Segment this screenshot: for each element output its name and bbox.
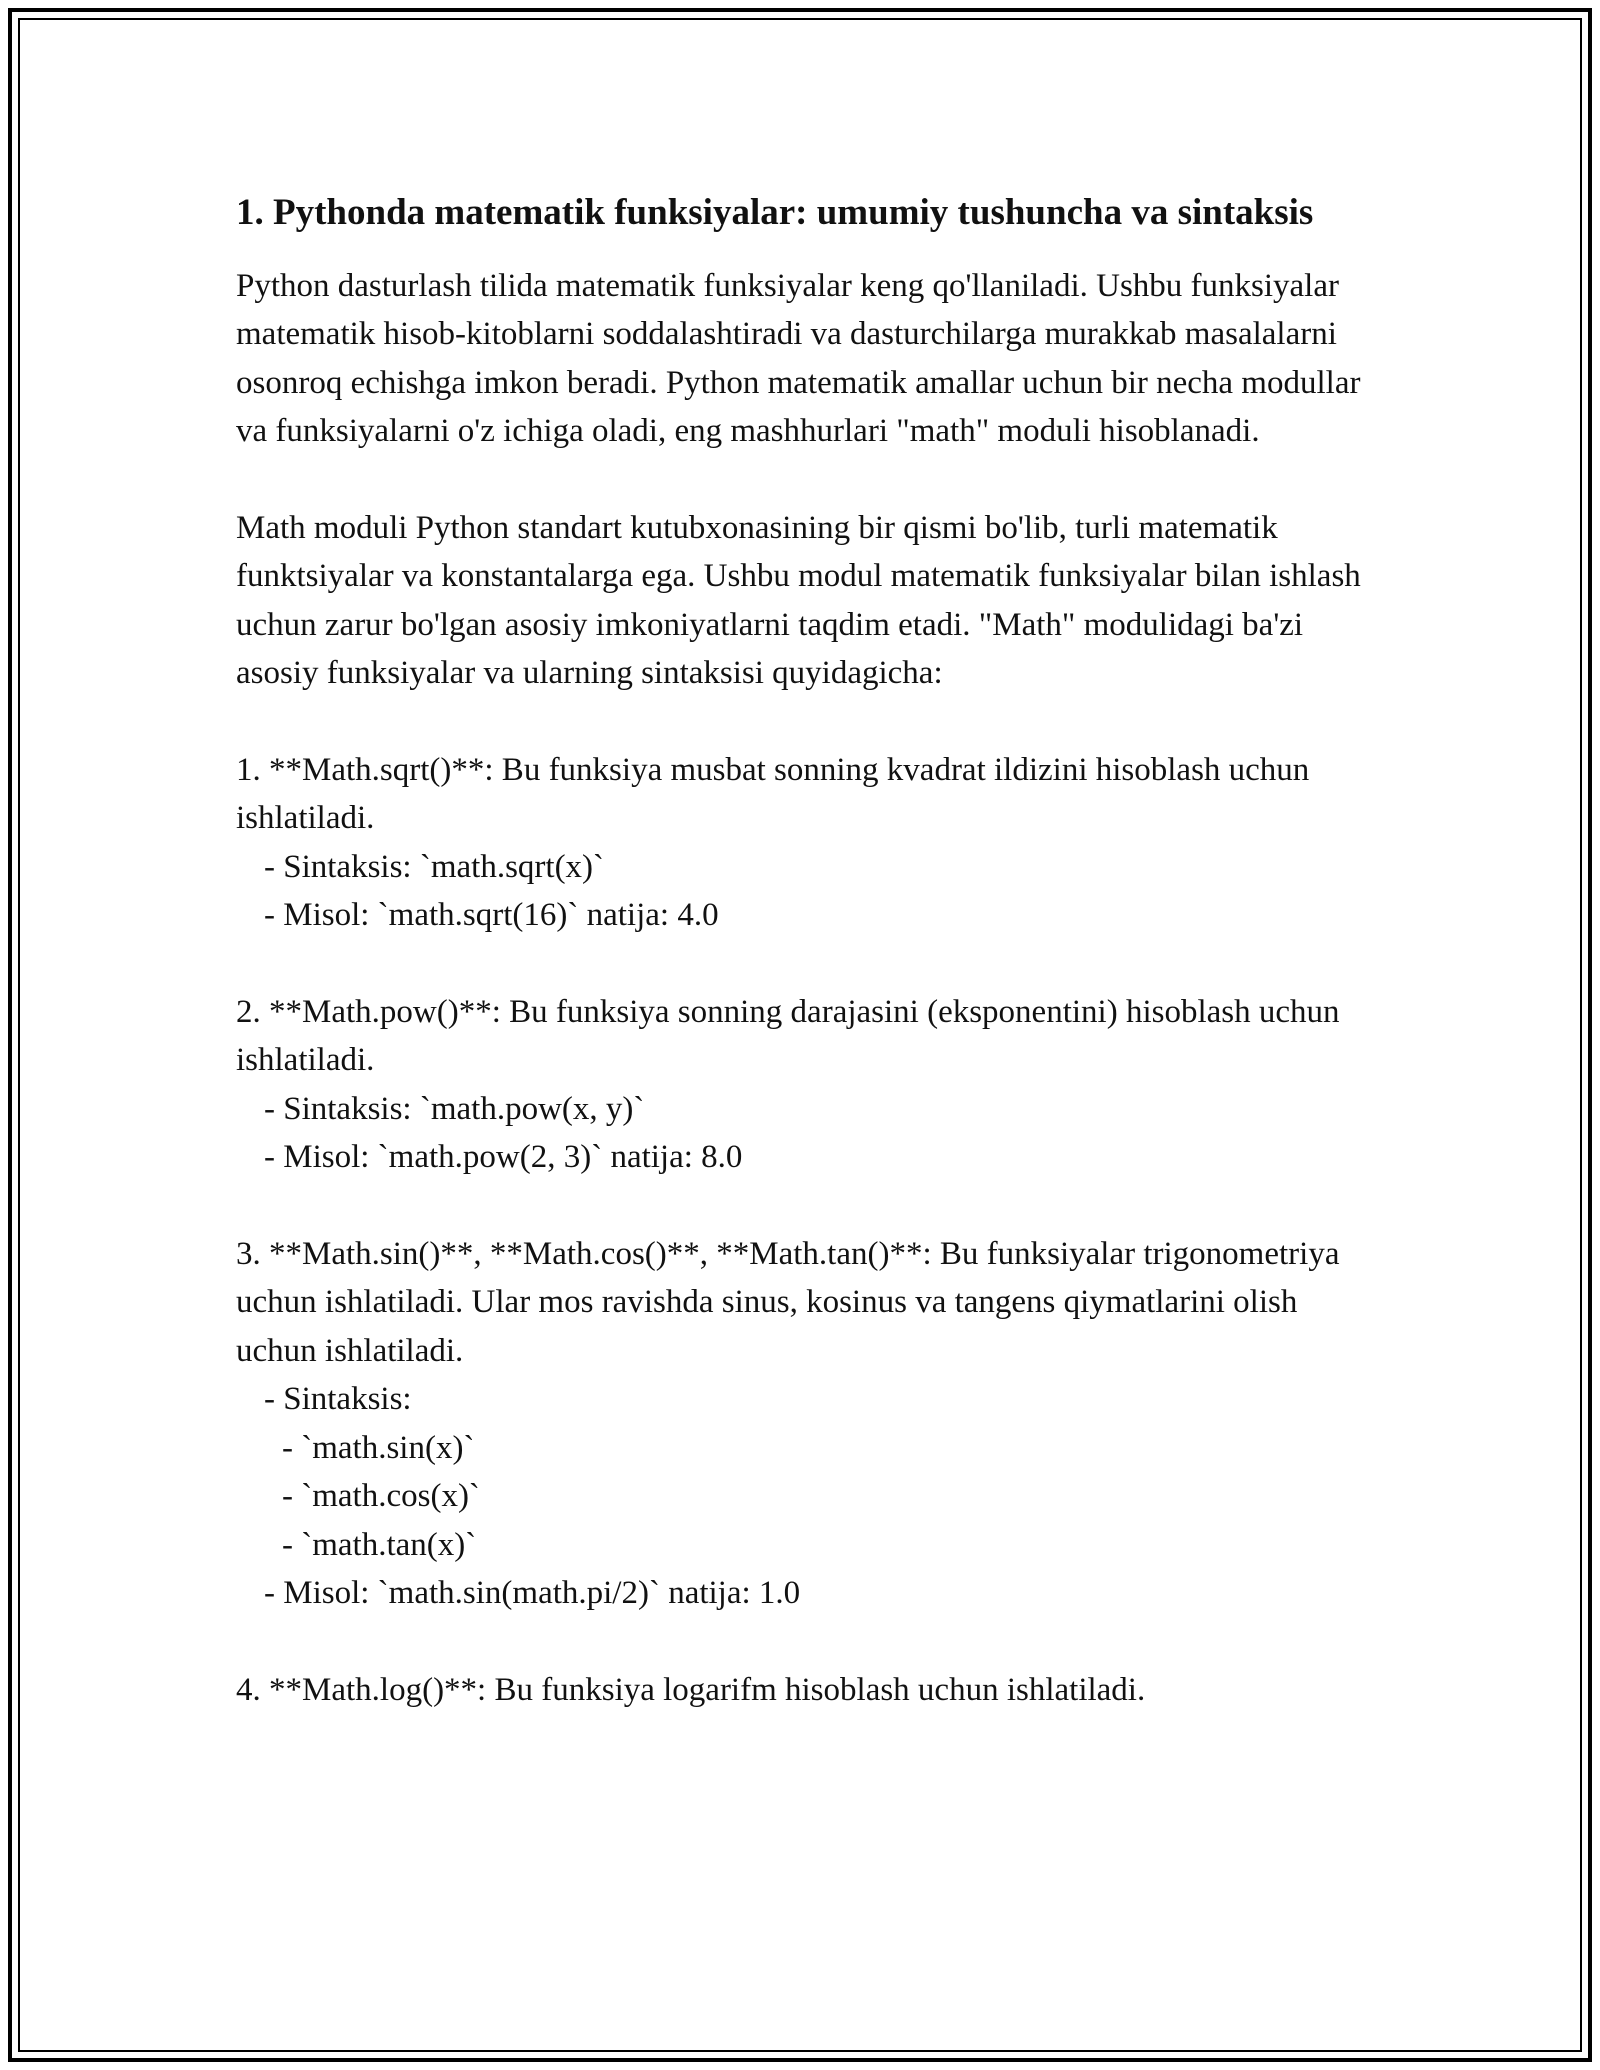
list-item-sqrt [236, 746, 1386, 940]
math-module-paragraph: Math moduli Python standart kutubxonasining bir qismi bo'lib, turli matematik funktsiyalar va konstantalarga ega. Ushbu modul matematik funksiyalar bilan ishlash uchun zarur bo'lgan asosiy imkoniyatlarni taqdim etadi. "Math" modulidagi ba'zi asosiy funksiyalar va ularning sintaksisi quyidagicha: [236, 510, 1361, 692]
syntax-line: - Sintaksis: [264, 1381, 412, 1418]
syntax-line: - Sintaksis: `math.pow(x, y)` [264, 1090, 645, 1127]
list-item-log [236, 1666, 1386, 1714]
intro-paragraph: Python dasturlash tilida matematik funksiyalar keng qo'llaniladi. Ushbu funksiyalar matematik hisob-kitoblarni soddalashtiradi va dasturchilarga murakkab masalalarni osonroq echishga imkon beradi. Python matematik amallar uchun bir necha modullar va funksiyalarni o'z ichiga oladi, eng mashhurlari "math" moduli hisoblanadi. [236, 268, 1361, 450]
list-item-heading: 4. **Math.log()**: Bu funksiya logarifm hisoblash uchun ishlatiladi. [236, 1671, 1146, 1708]
syntax-sub-line: - `math.cos(x)` [282, 1478, 480, 1515]
list-item-heading: 2. **Math.pow()**: Bu funksiya sonning darajasini (eksponentini) hisoblash uchun ishlatiladi. [236, 994, 1340, 1079]
example-line: - Misol: `math.sqrt(16)` natija: 4.0 [264, 897, 719, 934]
example-line: - Misol: `math.sin(math.pi/2)` natija: 1.0 [264, 1574, 801, 1611]
syntax-sub-line: - `math.sin(x)` [282, 1429, 475, 1466]
list-item-heading: 1. **Math.sqrt()**: Bu funksiya musbat sonning kvadrat ildizini hisoblash uchun ishlatiladi. [236, 752, 1310, 837]
syntax-line: - Sintaksis: `math.sqrt(x)` [264, 848, 605, 885]
list-item-pow [236, 988, 1386, 1182]
syntax-sub-line: - `math.tan(x)` [282, 1526, 477, 1563]
example-line: - Misol: `math.pow(2, 3)` natija: 8.0 [264, 1139, 743, 1176]
document-title: 1. Pythonda matematik funksiyalar: umumiy tushuncha va sintaksis [236, 192, 1314, 233]
document-body [236, 185, 1386, 1714]
list-item-heading: 3. **Math.sin()**, **Math.cos()**, **Math.tan()**: Bu funksiyalar trigonometriya uchun ishlatiladi. Ular mos ravishda sinus, kosinus va tangens qiymatlarini olish uchun ishlatiladi. [236, 1236, 1340, 1369]
list-item-trig [236, 1230, 1386, 1617]
